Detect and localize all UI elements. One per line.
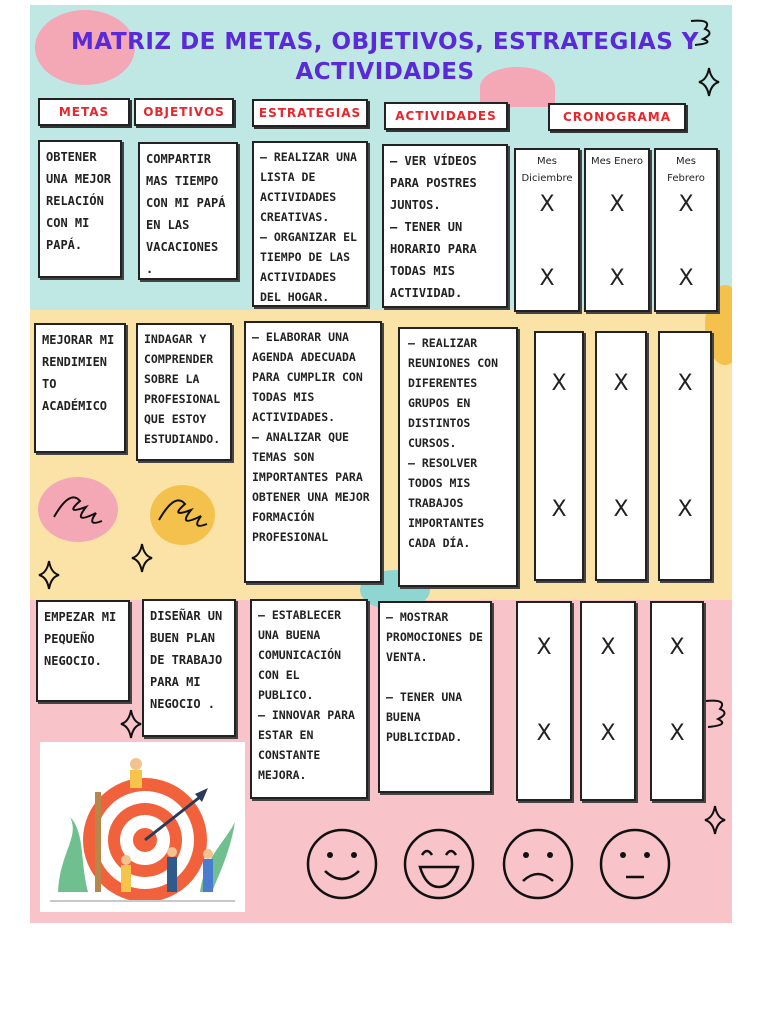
row2-month-feb bbox=[658, 331, 712, 581]
check-mark: X bbox=[677, 371, 693, 396]
row1-month-dic bbox=[514, 148, 580, 312]
scribble-icon bbox=[155, 490, 211, 534]
month-label-feb: Mes Febrero bbox=[667, 156, 705, 184]
swirl-icon bbox=[702, 695, 732, 731]
check-mark: X bbox=[678, 266, 694, 291]
header-estrategias: ESTRATEGIAS bbox=[252, 99, 368, 127]
header-objetivos: OBJETIVOS bbox=[134, 98, 234, 126]
row1-month-ene bbox=[584, 148, 650, 312]
check-mark: X bbox=[539, 266, 555, 291]
header-actividades: ACTIVIDADES bbox=[384, 102, 508, 130]
sparkle-icon bbox=[131, 543, 153, 573]
row3-estrategias: – ESTABLECER UNA BUENA COMUNICACIÓN CON EL PUBLICO. – INNOVAR PARA ESTAR EN CONSTANTE MEJORA. bbox=[250, 599, 368, 799]
smile-face-icon bbox=[305, 827, 379, 901]
row2-month-dic bbox=[534, 331, 584, 581]
row2-meta: MEJORAR MI RENDIMIEN TO ACADÉMICO bbox=[34, 323, 126, 453]
check-mark: X bbox=[600, 635, 616, 660]
check-mark: X bbox=[669, 635, 685, 660]
sparkle-icon bbox=[38, 560, 60, 590]
check-mark: X bbox=[539, 192, 555, 217]
row3-actividades: – MOSTRAR PROMOCIONES DE VENTA. – TENER UNA BUENA PUBLICIDAD. bbox=[378, 601, 492, 793]
row2-month-ene bbox=[595, 331, 647, 581]
check-mark: X bbox=[669, 721, 685, 746]
row1-estrategias: – REALIZAR UNA LISTA DE ACTIVIDADES CREATIVAS. – ORGANIZAR EL TIEMPO DE LAS ACTIVIDADES DEL HOGAR. bbox=[252, 141, 368, 307]
sparkle-icon bbox=[698, 67, 720, 97]
header-cronograma: CRONOGRAMA bbox=[548, 103, 686, 131]
neutral-face-icon bbox=[598, 827, 672, 901]
check-mark: X bbox=[551, 497, 567, 522]
check-mark: X bbox=[677, 497, 693, 522]
sparkle-icon bbox=[704, 805, 726, 835]
poster bbox=[30, 5, 732, 923]
row2-estrategias: – ELABORAR UNA AGENDA ADECUADA PARA CUMPLIR CON TODAS MIS ACTIVIDADES. – ANALIZAR QUE TEMAS SON IMPORTANTES PARA OBTENER UNA MEJOR FORMACIÓN PROFESIONAL bbox=[244, 321, 382, 583]
target-icon bbox=[40, 742, 245, 912]
row3-meta: EMPEZAR MI PEQUEÑO NEGOCIO. bbox=[36, 600, 130, 702]
row1-actividades: – VER VÍDEOS PARA POSTRES JUNTOS. – TENER UN HORARIO PARA TODAS MIS ACTIVIDAD. bbox=[382, 144, 508, 308]
check-mark: X bbox=[609, 192, 625, 217]
check-mark: X bbox=[613, 371, 629, 396]
page-title: MATRIZ DE METAS, OBJETIVOS, ESTRATEGIAS Y ACTIVIDADES bbox=[71, 29, 699, 85]
check-mark: X bbox=[536, 635, 552, 660]
target-illustration bbox=[40, 742, 245, 912]
sparkle-icon bbox=[120, 709, 142, 739]
row1-objetivo: COMPARTIR MAS TIEMPO CON MI PAPÁ EN LAS VACACIONES . bbox=[138, 142, 238, 280]
check-mark: X bbox=[613, 497, 629, 522]
row3-month-feb bbox=[650, 601, 704, 801]
row2-actividades: – REALIZAR REUNIONES CON DIFERENTES GRUPOS EN DISTINTOS CURSOS. – RESOLVER TODOS MIS TRABAJOS IMPORTANTES CADA DÍA. bbox=[398, 327, 518, 587]
grin-face-icon bbox=[402, 827, 476, 901]
row3-month-ene bbox=[580, 601, 636, 801]
row1-month-feb bbox=[654, 148, 718, 312]
row1-meta: OBTENER UNA MEJOR RELACIÓN CON MI PAPÁ. bbox=[38, 140, 122, 278]
scribble-icon bbox=[50, 487, 106, 531]
row3-objetivo: DISEÑAR UN BUEN PLAN DE TRABAJO PARA MI NEGOCIO . bbox=[142, 599, 236, 737]
check-mark: X bbox=[536, 721, 552, 746]
header-metas: METAS bbox=[38, 98, 130, 126]
check-mark: X bbox=[678, 192, 694, 217]
sad-face-icon bbox=[501, 827, 575, 901]
check-mark: X bbox=[609, 266, 625, 291]
month-label-ene: Mes Enero bbox=[591, 156, 643, 167]
row3-month-dic bbox=[516, 601, 572, 801]
check-mark: X bbox=[600, 721, 616, 746]
swirl-icon bbox=[685, 15, 719, 49]
row2-objetivo: INDAGAR Y COMPRENDER SOBRE LA PROFESIONAL QUE ESTOY ESTUDIANDO. bbox=[136, 323, 232, 461]
month-label-dic: Mes Diciembre bbox=[521, 156, 573, 184]
check-mark: X bbox=[551, 371, 567, 396]
